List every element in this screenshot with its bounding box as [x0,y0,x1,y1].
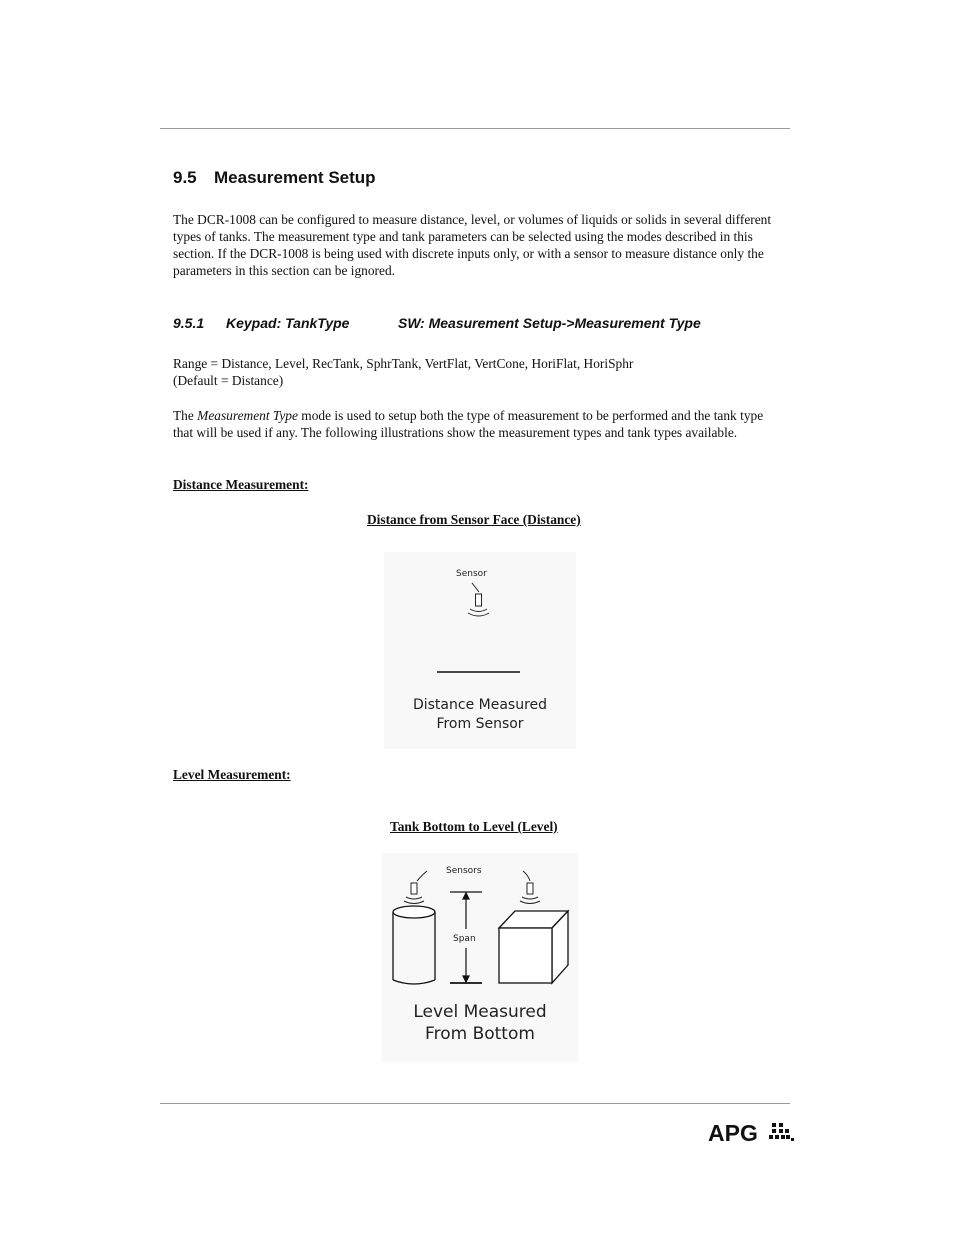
section-title [173,168,376,188]
level-caption [382,1001,578,1045]
sensors-label: Sensors [446,866,482,876]
range-line: Range = Distance, Level, RecTank, SphrTank, VertFlat, VertCone, HoriFlat, HoriSphr [173,356,634,371]
subsection-software: SW: Measurement Setup->Measurement Type [398,315,701,331]
intro-paragraph: The DCR-1008 can be configured to measure distance, level, or volumes of liquids or solids in several different types of tanks. The measurement type and tank parameters can be selected using the modes described in this section. If the DCR-1008 is being used with discrete inputs only, or with a sensor to measure distance only the parameters in this section can be ignored. [173,212,772,278]
description-suffix: mode is used to setup both the type of measurement to be performed and the tank type that will be used if any. The following illustrations show the measurement types and tank types available. [173,408,764,440]
span-label: Span [453,934,476,944]
sensor-icon [411,883,417,894]
sensor-cable [472,583,479,592]
section-number: 9.5 [173,168,197,187]
level-caption-line2: From Bottom [425,1024,535,1044]
range-block [173,355,783,389]
cylinder-tank [393,906,435,984]
sound-wave-icon [404,901,424,904]
sensor-icon [476,594,482,606]
distance-caption-line2: From Sensor [436,716,524,732]
sound-wave-icon [468,613,489,616]
footer-rule [160,1103,790,1104]
sound-wave-icon [406,897,422,899]
level-heading: Level Measurement: [173,767,291,782]
section-title-text: Measurement Setup [214,168,376,187]
sensor-icon [527,883,533,894]
level-figure [382,853,578,1062]
sound-wave-icon [520,901,540,904]
distance-heading: Distance Measurement: [173,477,309,492]
sensor-cable [417,871,427,881]
sound-wave-icon [522,897,538,899]
level-figure-title: Tank Bottom to Level (Level) [390,819,558,834]
sensor-label: Sensor [456,569,487,579]
sound-wave-icon [470,609,487,612]
subsection-keypad: Keypad: TankType [226,315,350,331]
distance-figure [384,552,576,749]
level-caption-line1: Level Measured [413,1002,547,1022]
distance-caption [384,696,576,734]
description-paragraph [173,407,783,441]
subsection-number: 9.5.1 [173,315,205,331]
default-line: (Default = Distance) [173,373,284,388]
apg-logo-text: APG [708,1120,758,1146]
description-emphasis: Measurement Type [197,408,298,423]
distance-caption-line1: Distance Measured [412,697,548,713]
sensor-cable [523,871,530,881]
distance-figure-title: Distance from Sensor Face (Distance) [367,512,581,527]
header-rule [160,128,790,129]
apg-logo-icon [769,1121,795,1145]
description-prefix: The [173,408,198,423]
cube-tank [499,911,568,983]
